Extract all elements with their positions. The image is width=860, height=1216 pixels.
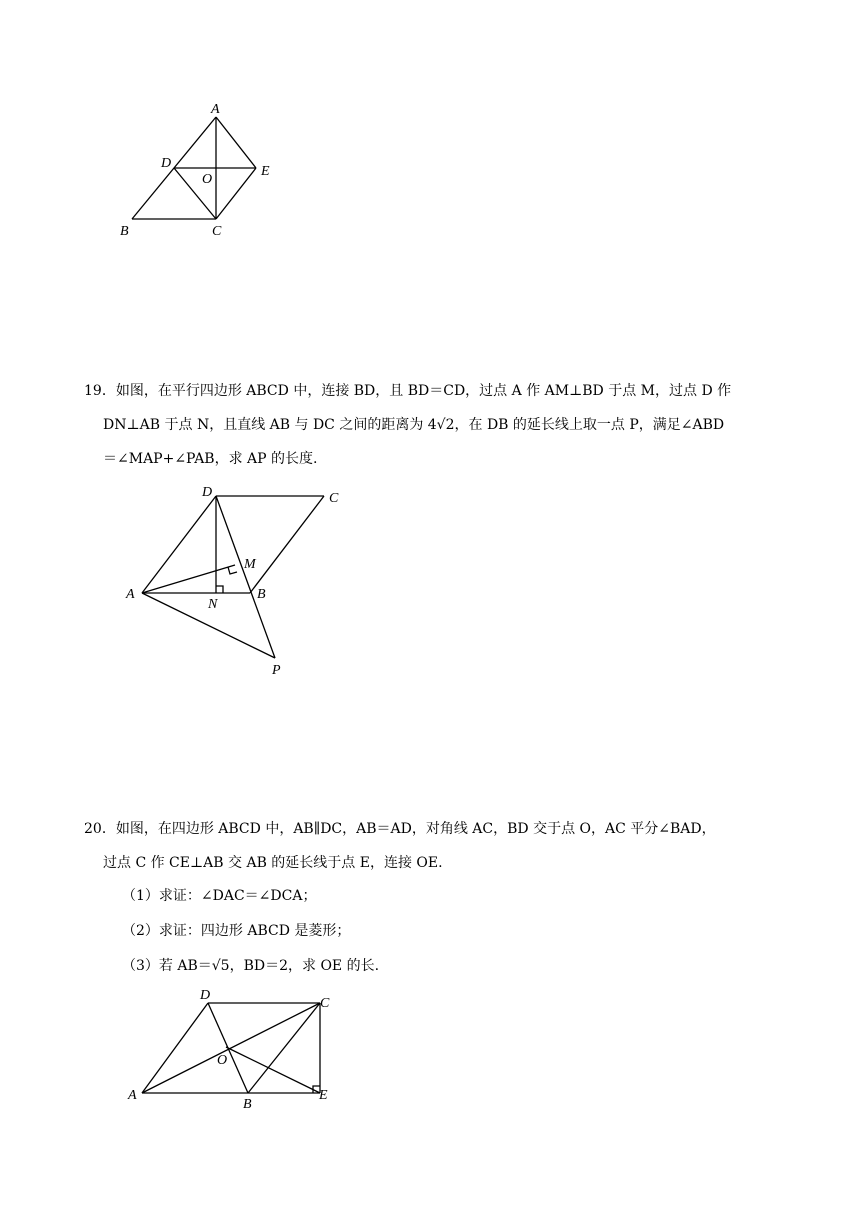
- segment-cb: [250, 496, 324, 593]
- label-p: P: [272, 663, 281, 678]
- label-c: C: [212, 224, 222, 239]
- label-d: D: [161, 156, 172, 171]
- question-20-part1: （1）求证：∠DAC＝∠DCA；: [122, 888, 317, 904]
- question-20-part3: （3）若 AB＝√5，BD＝2，求 OE 的长.: [122, 958, 380, 974]
- label-o: O: [202, 172, 213, 187]
- figure-rhombus-abcd-svg: [120, 985, 350, 1115]
- right-angle-mark-m: [228, 567, 237, 574]
- question-19-number: 19．: [84, 383, 116, 399]
- label-a: A: [211, 102, 220, 117]
- question-19-line3: ＝∠MAP+∠PAB，求 AP 的长度.: [103, 451, 318, 467]
- question-20-line2: 过点 C 作 CE⊥AB 交 AB 的延长线于点 E，连接 OE.: [103, 855, 443, 871]
- question-20-text: [84, 812, 763, 880]
- segment-ec: [216, 168, 256, 219]
- label-e: E: [319, 1088, 328, 1103]
- figure-rhombus-abcd: [120, 985, 350, 1115]
- label-d: D: [202, 485, 213, 500]
- label-m: M: [244, 557, 256, 572]
- segment-ae: [216, 117, 256, 168]
- label-n: N: [208, 597, 218, 612]
- label-c: C: [320, 996, 330, 1011]
- label-b: B: [120, 224, 129, 239]
- question-19-text: [84, 374, 763, 476]
- question-19-line2: DN⊥AB 于点 N，且直线 AB 与 DC 之间的距离为 4√2，在 DB 的延长线上取一点 P，满足∠ABD: [103, 417, 725, 433]
- question-20-number: 20．: [84, 821, 116, 837]
- label-b: B: [243, 1097, 252, 1112]
- question-19-line1-text: 如图，在平行四边形 ABCD 中，连接 BD，且 BD＝CD，过点 A 作 AM⊥BD 于点 M，过点 D 作: [115, 383, 732, 399]
- segment-am: [142, 565, 235, 593]
- figure-rhombus-aedc: [110, 95, 290, 245]
- question-20-line1-text: 如图，在四边形 ABCD 中，AB∥DC，AB＝AD，对角线 AC，BD 交于点 O，AC 平分∠BAD，: [115, 821, 716, 837]
- question-20-part2: （2）求证：四边形 ABCD 是菱形；: [122, 923, 351, 939]
- label-b: B: [257, 587, 266, 602]
- figure-parallelogram-abcd: [120, 480, 360, 678]
- segment-ad: [142, 1003, 208, 1093]
- label-c: C: [329, 491, 339, 506]
- label-o: O: [217, 1053, 228, 1068]
- figure-rhombus-svg: [110, 95, 290, 245]
- label-a: A: [126, 587, 135, 602]
- label-d: D: [200, 988, 211, 1003]
- segment-bc: [248, 1003, 320, 1093]
- figure-parallelogram-svg: [120, 480, 360, 678]
- right-angle-mark-n: [216, 586, 223, 593]
- question-20-line1: [84, 812, 763, 846]
- label-e: E: [261, 164, 270, 179]
- segment-oe: [226, 1047, 320, 1093]
- segment-ad: [142, 496, 216, 593]
- label-a: A: [128, 1088, 137, 1103]
- question-19-line1: [84, 374, 763, 408]
